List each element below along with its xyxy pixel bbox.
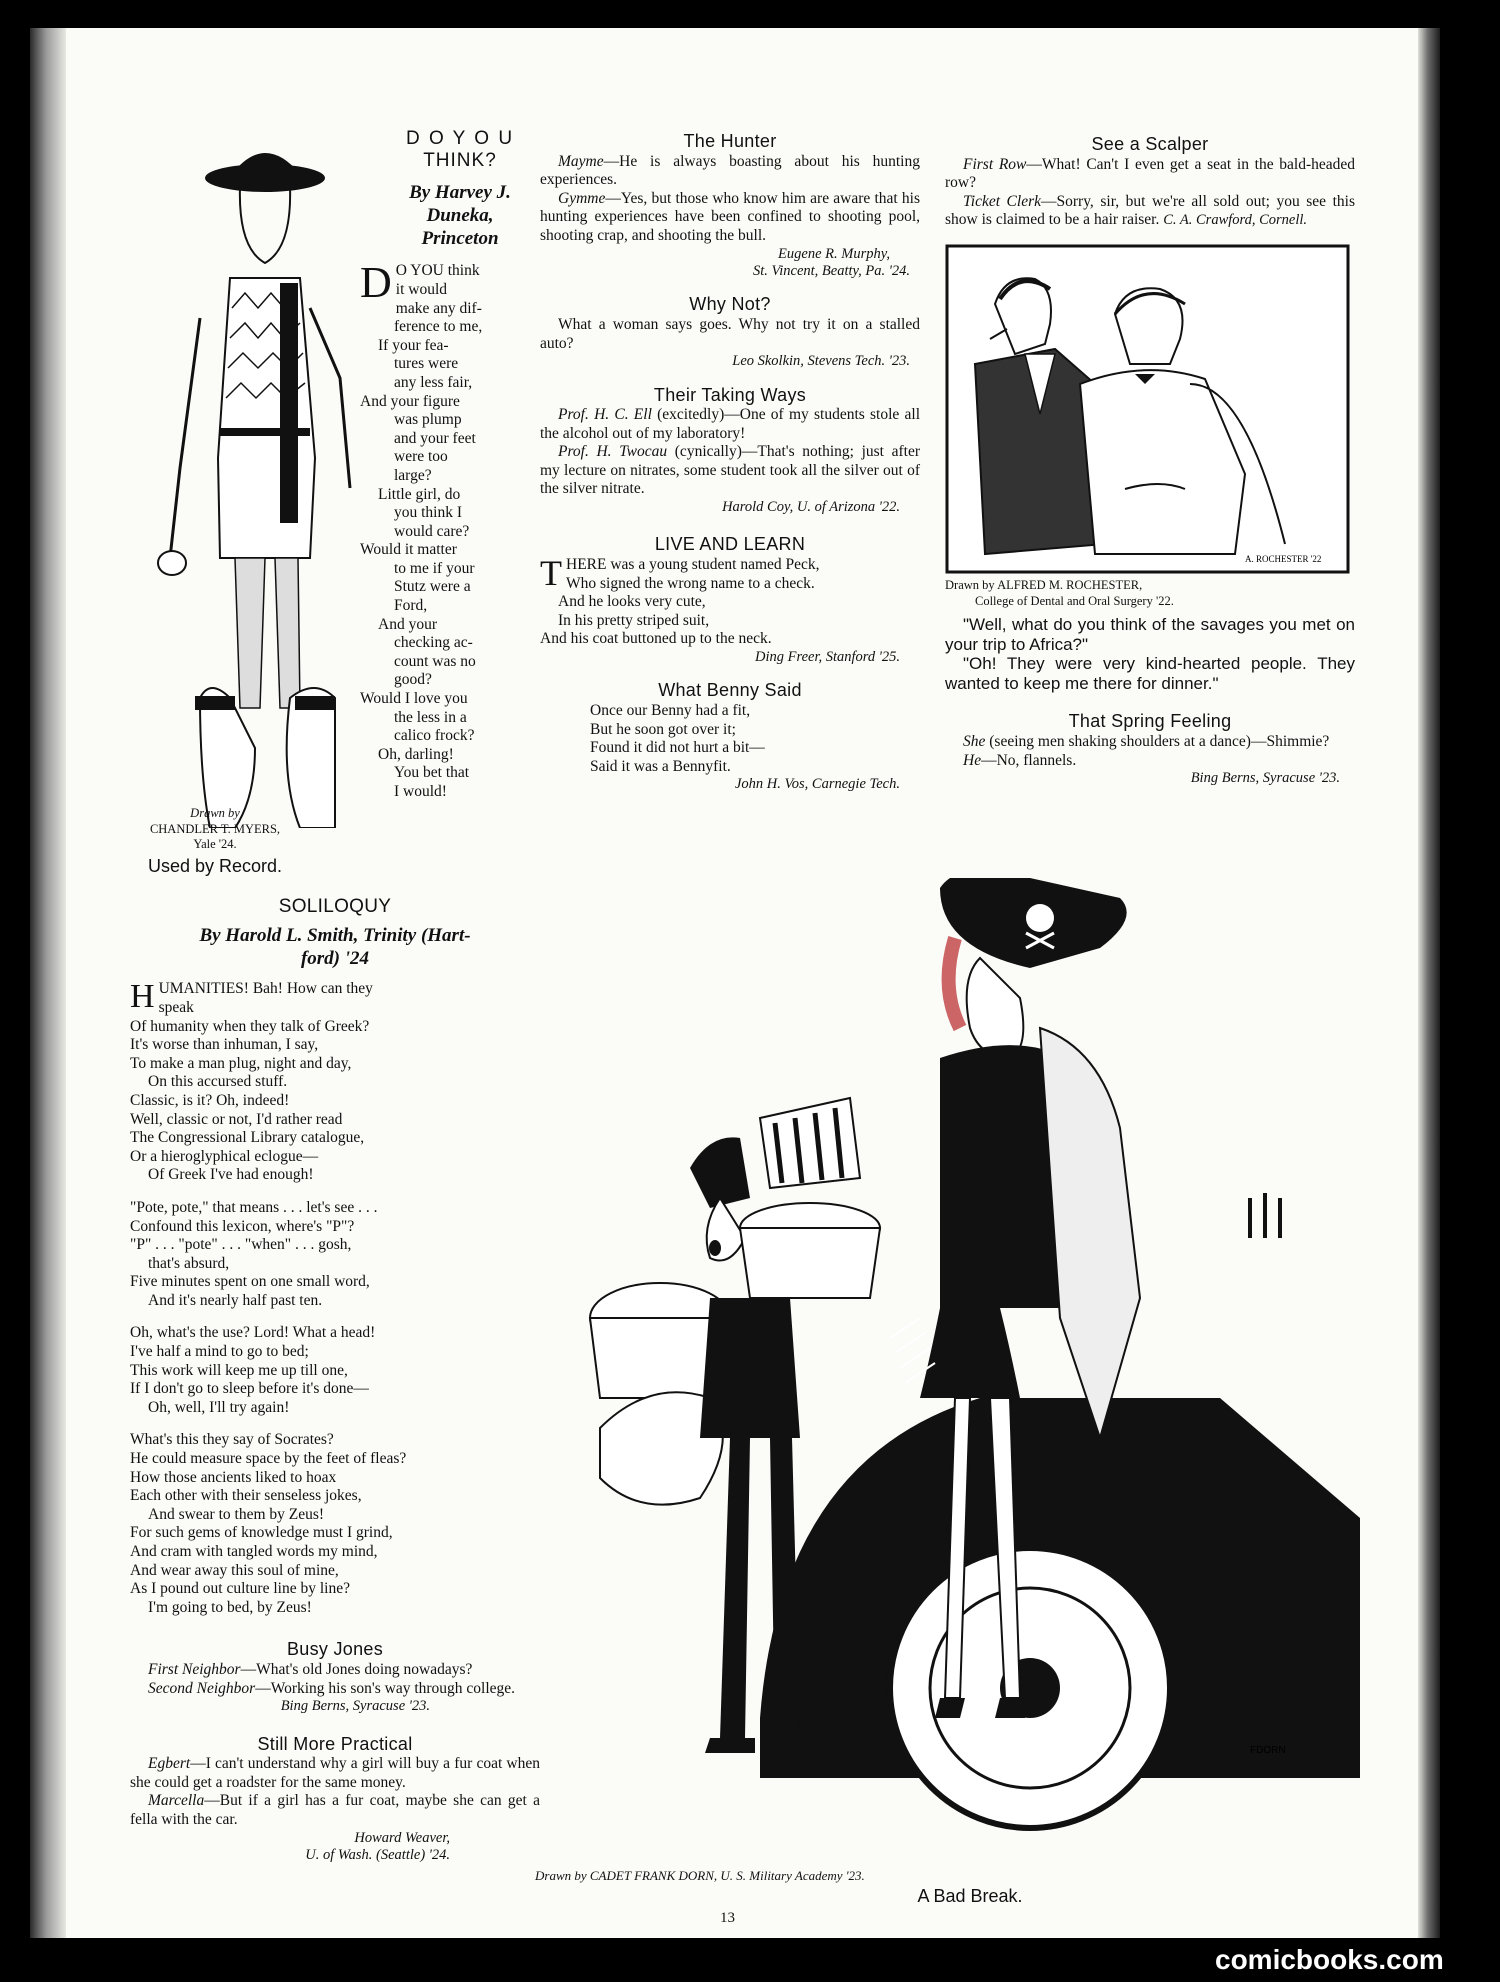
speaker: Mayme [558,152,604,170]
poem-line: But he soon got over it; [590,720,736,738]
right-column [945,134,1355,788]
poem-line: calico frock? [394,727,475,745]
quote-line: "Oh! They were very kind-hearted people. They wanted to keep me there for dinner." [945,654,1355,693]
hunter-line [540,190,920,246]
poem-line: count was no [394,652,476,670]
poem-line: and your feet [394,429,476,447]
poem-line: "Pote, pote," that means . . . let's see . . . [130,1198,378,1216]
poem-line: it would [395,280,448,298]
line-text: —Yes, but those who know him are aware that his hunting experiences have been confined to shooting pool, shooting crap, and shooting the bull. [540,189,920,244]
signature: Bing Berns, Syracuse '23. [1190,770,1340,787]
scalper-line [945,193,1355,230]
poem-line: I'm going to bed, by Zeus! [148,1598,312,1616]
spring-line [945,752,1355,771]
line-text: —No, flannels. [981,751,1077,769]
rochester-quote [945,615,1355,693]
poem-line: Found it did not hurt a bit— [590,739,765,757]
poem-line: Five minutes spent on one small word, [130,1273,370,1291]
cartoon-signature: A. ROCHESTER '22 [1245,553,1322,564]
drop-cap: H [130,978,155,1016]
credit-line: CHANDLER T. MYERS, [149,821,281,836]
poem-line: Who signed the wrong name to a check. [566,574,815,592]
poem-line: was plump [394,411,462,429]
poem-byline: Duneka, [426,204,494,226]
busy-jones-line [130,1680,540,1699]
poem-line: I've half a mind to go to bed; [130,1343,309,1361]
line-text: (seeing men shaking shoulders at a dance)—Shimmie? [985,733,1330,750]
poem-line: And your [378,615,437,633]
page-binding [30,28,66,1938]
line-text: —Working his son's way through college. [255,1679,516,1697]
speaker: Egbert [148,1755,191,1773]
speaker: First Row [963,155,1027,173]
scalper-title: See a Scalper [1091,134,1209,154]
busy-jones-line [130,1661,540,1680]
poem-line: And wear away this soul of mine, [130,1561,339,1579]
credit-line: College of Dental and Oral Surgery '22. [975,593,1174,608]
signature: Howard Weaver, [354,1829,450,1846]
poem-line: O YOU think [395,262,480,280]
poem-line: Would I love you [360,690,468,708]
line-text: —But if a girl has a fur coat, maybe she can get a fella with the car. [130,1792,540,1828]
poem-title: D O Y O U [405,128,515,149]
poem-line: Ford, [394,597,428,615]
dorn-cartoon [560,878,1380,1858]
poem-line: On this accursed stuff. [148,1073,288,1091]
poem-line: It's worse than inhuman, I say, [130,1036,319,1054]
line-text: (excitedly)—One of my students stole all the alcohol out of my laboratory! [540,406,920,442]
line-text: —What! Can't I even get a seat in the bald-headed row? [945,155,1356,192]
poem-line: would care? [394,522,470,540]
practical-title: Still More Practical [257,1733,413,1754]
poem-body [360,258,560,801]
poem-line: What's this they say of Socrates? [130,1431,334,1449]
spring-line [945,733,1355,752]
speaker: She [963,733,986,750]
poem-line: Well, classic or not, I'd rather read [130,1110,343,1128]
poem-line: Oh, darling! [378,745,454,763]
signature: U. of Wash. (Seattle) '24. [305,1846,450,1863]
poem-line: Would it matter [360,541,457,559]
speaker: Prof. H. Twocau [558,443,668,461]
soliloquy-stanza [130,1199,540,1311]
poem-line: large? [394,466,432,484]
poem-line: And it's nearly half past ten. [148,1291,323,1309]
signature: C. A. Crawford, Cornell. [1163,212,1308,229]
hunter-title: The Hunter [683,131,777,151]
poem-line: good? [394,671,432,689]
benny-title: What Benny Said [658,680,802,701]
speaker: First Neighbor [148,1660,241,1678]
live-learn-poem [540,553,920,649]
poem-line: You bet that [394,764,470,782]
middle-column [540,131,920,794]
poem-line: If your fea- [378,336,449,354]
left-column [130,896,540,1864]
poem-line: speak [158,998,194,1016]
dorn-caption: A Bad Break. [917,1886,1023,1906]
line-text: —Sorry, sir, but we're all sold out; you see this show is claimed to be a hair raiser. [945,192,1355,229]
credit-line: Drawn by ALFRED M. ROCHESTER, [945,577,1143,592]
poem-line: Stutz were a [394,578,471,596]
page-number: 13 [720,1910,735,1926]
soliloquy-title: SOLILOQUY [278,896,392,917]
poem-line: And your figure [360,392,460,410]
why-not-title: Why Not? [689,294,771,315]
poem-line: UMANITIES! Bah! How can they [158,980,373,998]
soliloquy-stanza [130,1431,540,1617]
signature: Eugene R. Murphy, [778,245,890,262]
rochester-credit [945,578,1355,609]
poem-line: And his coat buttoned up to the neck. [540,630,772,648]
flapper-illustration [140,138,390,828]
soliloquy-byline: By Harold L. Smith, Trinity (Hart- [199,924,471,946]
poem-line: And he looks very cute, [558,593,706,611]
poem-line: were too [394,448,448,466]
poem-line: He could measure space by the feet of fleas? [130,1450,407,1468]
benny-poem [540,702,920,776]
signature: Leo Skolkin, Stevens Tech. '23. [732,353,910,370]
live-learn-title: LIVE AND LEARN [654,534,806,555]
signature: St. Vincent, Beatty, Pa. '24. [752,262,910,279]
poem-line: To make a man plug, night and day, [130,1054,352,1072]
line-text: —He is always boasting about his hunting experiences. [540,152,920,189]
signature: John H. Vos, Carnegie Tech. [735,776,900,793]
poem-line: Oh, well, I'll try again! [148,1398,290,1416]
poem-line: And swear to them by Zeus! [148,1505,325,1523]
poem-title: THINK? [423,150,497,171]
flapper-credit [115,806,315,853]
poem-line: For such gems of knowledge must I grind, [130,1524,393,1542]
why-not-text: What a woman says goes. Why not try it on a stalled auto? [540,315,920,352]
page-edge [1418,28,1440,1938]
signature: Bing Berns, Syracuse '23. [280,1698,430,1715]
hunter-line [540,153,920,190]
poem-line: Once our Benny had a fit, [590,702,751,720]
line-text: —What's old Jones doing nowadays? [240,1660,473,1678]
poem-line: As I pound out culture line by line? [130,1580,350,1598]
soliloquy-byline: ford) '24 [300,947,370,969]
poem-line: Of humanity when they talk of Greek? [130,1017,370,1035]
soliloquy-stanza [130,1324,540,1417]
poem-line: ference to me, [394,318,483,336]
poem-line: In his pretty striped suit, [558,611,710,629]
poem-line: checking ac- [394,634,473,652]
spring-title: That Spring Feeling [1068,711,1232,732]
poem-line: Or a hieroglyphical eclogue— [130,1147,319,1165]
poem-byline: Princeton [421,227,499,249]
poem-line: to me if your [394,559,475,577]
speaker: He [963,751,982,769]
poem-line: How those ancients liked to hoax [130,1468,337,1486]
taking-ways-line [540,406,920,443]
poem-line: Confound this lexicon, where's "P"? [130,1217,355,1235]
rochester-cartoon [945,244,1350,574]
soliloquy-stanza [130,1018,540,1185]
poem-byline: By Harvey J. [409,182,511,203]
poem-line: I would! [394,783,447,801]
drop-cap: D [360,258,392,308]
taking-ways-title: Their Taking Ways [653,384,807,405]
poem-line: make any dif- [395,299,482,317]
poem-line: If I don't go to sleep before it's done— [130,1380,369,1398]
signature: Harold Coy, U. of Arizona '22. [722,499,900,516]
poem-line: any less fair, [394,373,473,391]
poem-line: Said it was a Bennyfit. [590,757,731,775]
credit-line: Drawn by [190,806,240,820]
busy-jones-title: Busy Jones [286,1639,384,1660]
taking-ways-line [540,443,920,499]
poem-line: the less in a [394,708,467,726]
poem-line: Each other with their senseless jokes, [130,1487,362,1505]
magazine-page [30,28,1440,1938]
flapper-caption: Used by Record. [147,856,283,876]
poem-line: Oh, what's the use? Lord! What a head! [130,1324,376,1342]
poem-line: HERE was a young student named Peck, [566,556,820,574]
credit-line: Yale '24. [193,837,237,852]
practical-line [130,1792,540,1829]
poem-line: tures were [394,355,459,373]
practical-line [130,1755,540,1792]
drop-cap: T [540,553,562,594]
speaker: Gymme [558,189,606,207]
watermark-text: comicbooks.com [1215,1944,1444,1975]
dorn-signature: FDORN [1250,1745,1286,1756]
poem-line: This work will keep me up till one, [130,1361,348,1379]
speaker: Marcella [148,1792,205,1810]
poem-line: "P" . . . "pote" . . . "when" . . . gosh, [130,1236,352,1254]
soliloquy-opening [130,980,540,1017]
line-text: —I can't understand why a girl will buy a fur coat when she could get a roadster for the same money. [130,1755,540,1791]
poem-line: Of Greek I've had enough! [148,1166,314,1184]
poem-line: Classic, is it? Oh, indeed! [130,1091,290,1109]
poem-line: The Congressional Library catalogue, [130,1129,365,1147]
poem-line: Little girl, do [378,485,461,503]
signature: Ding Freer, Stanford '25. [754,649,900,666]
speaker: Ticket Clerk [963,192,1041,210]
poem-line: you think I [394,504,463,522]
scalper-line [945,156,1355,193]
dorn-credit: Drawn by CADET FRANK DORN, U. S. Military Academy '23. [535,1868,865,1883]
line-text: (cynically)—That's nothing; just after my lecture on nitrates, some student took all the silver out of the silver nitrate. [540,443,920,498]
quote-line: "Well, what do you think of the savages you met on your trip to Africa?" [945,615,1355,654]
speaker: Prof. H. C. Ell [558,406,652,424]
poem-line: And cram with tangled words my mind, [130,1543,378,1561]
poem-line: that's absurd, [148,1254,230,1272]
do-you-think-poem [360,128,560,802]
speaker: Second Neighbor [148,1679,256,1697]
